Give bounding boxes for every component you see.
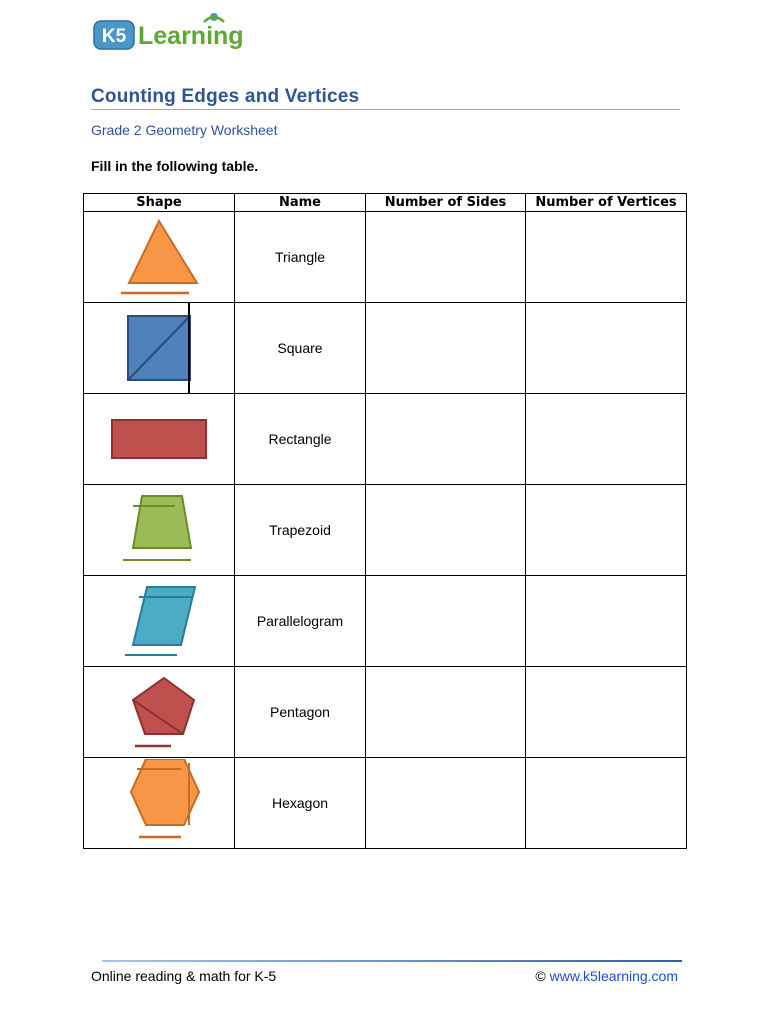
vertices-answer-cell[interactable] [526,394,687,485]
vertices-answer-cell[interactable] [526,758,687,849]
hexagon-icon [109,759,209,847]
pentagon-icon [109,670,209,754]
shape-cell [84,485,235,576]
shape-name: Rectangle [235,394,366,485]
header-shape: Shape [84,194,235,212]
table-row [84,758,687,849]
instruction-text: Fill in the following table. [91,158,259,174]
vertices-answer-cell[interactable] [526,303,687,394]
table-row [84,212,687,303]
shape-cell [84,758,235,849]
page-subtitle: Grade 2 Geometry Worksheet [91,122,278,138]
rectangle-icon [104,414,214,464]
header-number-of-vertices: Number of Vertices [526,194,687,212]
sides-answer-cell[interactable] [366,212,526,303]
header-name: Name [235,194,366,212]
table-row [84,576,687,667]
vertices-answer-cell[interactable] [526,667,687,758]
worksheet-table [83,193,687,849]
shape-name: Triangle [235,212,366,303]
svg-text:K5: K5 [101,26,127,47]
shape-cell [84,303,235,394]
table-row [84,667,687,758]
svg-text:Learning: Learning [138,22,244,50]
shape-name: Square [235,303,366,394]
k5-learning-logo [92,10,257,54]
vertices-answer-cell[interactable] [526,485,687,576]
triangle-icon [109,215,209,299]
header-number-of-sides: Number of Sides [366,194,526,212]
table-row [84,485,687,576]
sides-answer-cell[interactable] [366,303,526,394]
vertices-answer-cell[interactable] [526,576,687,667]
website-link[interactable]: www.k5learning.com [549,968,678,984]
shape-cell [84,394,235,485]
page-title: Counting Edges and Vertices [91,86,360,107]
shape-name: Parallelogram [235,576,366,667]
parallelogram-icon [109,581,209,661]
trapezoid-icon [109,490,209,570]
vertices-answer-cell[interactable] [526,212,687,303]
table-header-row [84,194,687,212]
title-divider [91,109,680,110]
shape-name: Pentagon [235,667,366,758]
sides-answer-cell[interactable] [366,485,526,576]
copyright-symbol: © [535,968,546,984]
shape-name: Trapezoid [235,485,366,576]
sides-answer-cell[interactable] [366,667,526,758]
sides-answer-cell[interactable] [366,576,526,667]
shape-name: Hexagon [235,758,366,849]
shape-cell [84,576,235,667]
footer-divider [102,960,682,962]
sides-answer-cell[interactable] [366,758,526,849]
footer-tagline: Online reading & math for K-5 [91,968,277,984]
footer-copyright [535,968,678,984]
sides-answer-cell[interactable] [366,394,526,485]
table-row [84,303,687,394]
square-icon [109,303,209,393]
shape-cell [84,667,235,758]
table-row [84,394,687,485]
shape-cell [84,212,235,303]
